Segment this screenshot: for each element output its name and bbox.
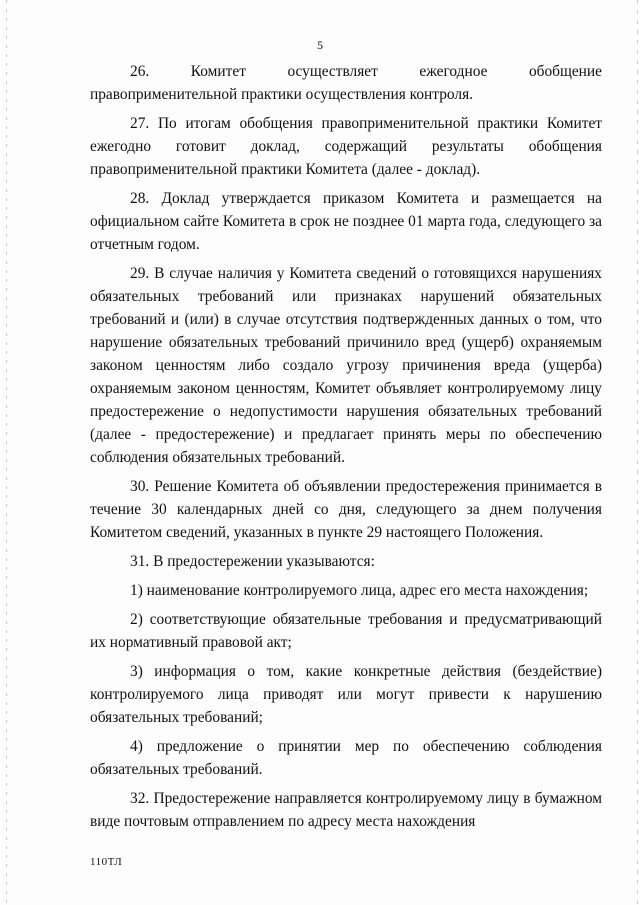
list-item-4: 4) предложение о принятии мер по обеспечению соблюдения обязательных требований. (90, 738, 602, 778)
list-item-2: 2) соответствующие обязательные требования и предусматривающий их нормативный правовой акт; (90, 611, 602, 651)
scan-edge-right (637, 0, 638, 905)
scan-edge-left (6, 0, 7, 905)
paragraph-26: 26. Комитет осуществляет ежегодное обобщение правоприменительной практики осуществления контроля. (90, 63, 602, 103)
page-number: 5 (317, 38, 323, 52)
list-item-1: 1) наименование контролируемого лица, адрес его места нахождения; (130, 582, 589, 599)
paragraph-28: 28. Доклад утверждается приказом Комитета и размещается на официальном сайте Комитета в срок не позднее 01 марта года, следующего за отчетным годом. (90, 190, 602, 253)
paragraph-27: 27. По итогам обобщения правоприменительной практики Комитет ежегодно готовит доклад, содержащий результаты обобщения правоприменительной практики Комитета (далее - доклад). (90, 115, 602, 178)
paragraph-32: 32. Предостережение направляется контролируемому лицу в бумажном виде почтовым отправлением по адресу места нахождения (90, 790, 602, 830)
list-item-3: 3) информация о том, какие конкретные действия (бездействие) контролируемого лица приводят или могут привести к нарушению обязательных требований; (90, 663, 602, 726)
paragraph-31: 31. В предостережении указываются: (130, 553, 375, 570)
paragraph-30: 30. Решение Комитета об объявлении предостережения принимается в течение 30 календарных дней со дня, следующего за днем получения Комитетом сведений, указанных в пункте 29 настоящего Положения. (90, 478, 602, 541)
paragraph-29: 29. В случае наличия у Комитета сведений о готовящихся нарушениях обязательных требований или признаках нарушений обязательных требований и (или) в случае отсутствия подтвержденных данных о том, что нарушение обязательных требований причинило вред (ущерб) охраняемым законом ценностям либо создало угрозу причинения вреда (ущерба) охраняемым законом ценностям, Комитет объявляет контролируемому лицу предостережение о недопустимости нарушения обязательных требований (далее - предостережение) и предлагает принять меры по обеспечению соблюдения обязательных требований. (90, 265, 602, 466)
footer-code: 110ТЛ (90, 856, 123, 868)
document-body (90, 60, 602, 839)
